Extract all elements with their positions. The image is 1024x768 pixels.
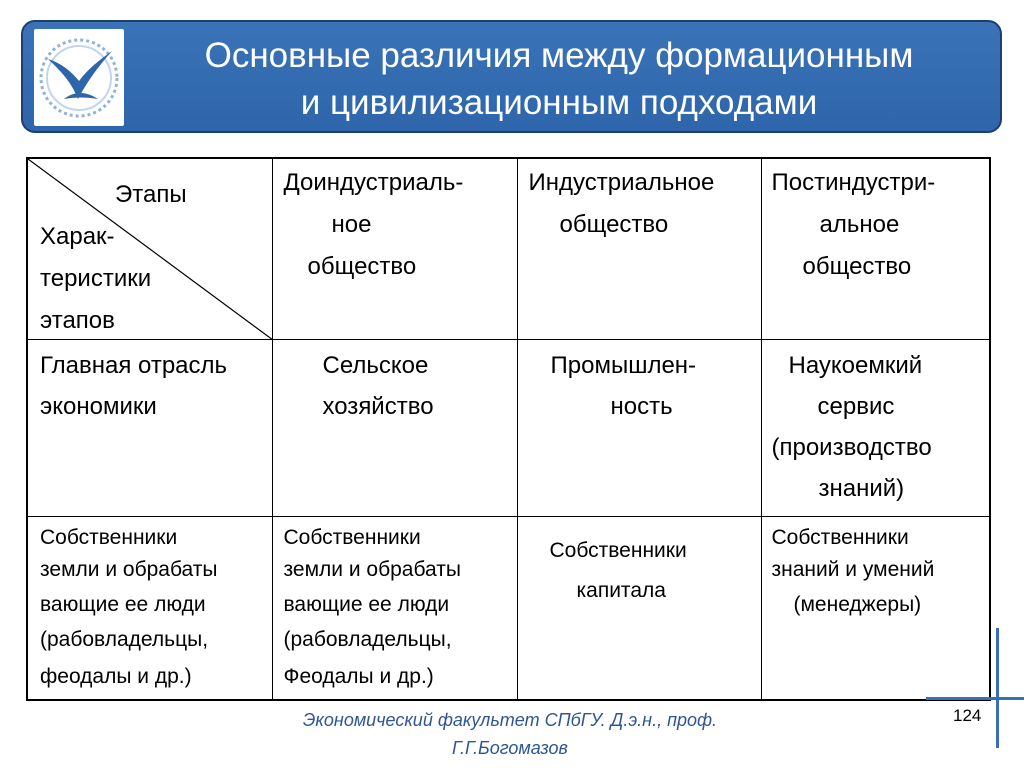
corner-cell bbox=[27, 158, 272, 339]
page-title bbox=[128, 32, 990, 126]
table-cell: Собственники земли и обрабаты вающие ее люди (рабовладельцы, Феодалы и др.) bbox=[272, 516, 517, 700]
row-label-owners: Собственники земли и обрабаты вающие ее люди (рабовладельцы, феодалы и др.) bbox=[27, 516, 272, 700]
footer-line-1: Экономический факультет СПбГУ. Д.э.н., проф. bbox=[302, 710, 718, 730]
decor-horizontal-line bbox=[926, 697, 1024, 700]
corner-stages-label: Этапы bbox=[115, 181, 187, 208]
university-logo bbox=[34, 29, 124, 126]
table-cell: Собственники капитала bbox=[517, 516, 761, 700]
title-line-2: и цивилизационным подходами bbox=[300, 83, 818, 122]
table-cell: Промышлен- ность bbox=[517, 339, 761, 516]
footer-credit bbox=[200, 706, 820, 762]
row-label-main-industry: Главная отрасль экономики bbox=[27, 339, 272, 516]
bird-logo-icon bbox=[34, 29, 124, 126]
corner-char-line-1: Харак- bbox=[40, 223, 115, 250]
table-cell: Сельское хозяйство bbox=[272, 339, 517, 516]
corner-char-line-3: этапов bbox=[40, 307, 115, 334]
table-row bbox=[27, 339, 990, 516]
table-row bbox=[27, 516, 990, 700]
table-header-row bbox=[27, 158, 990, 339]
footer-line-2: Г.Г.Богомазов bbox=[452, 738, 568, 758]
column-header-industrial: Индустриальное общество bbox=[517, 158, 761, 339]
column-header-preindustrial: Доиндустриаль- ное общество bbox=[272, 158, 517, 339]
title-line-1: Основные различия между формационным bbox=[204, 36, 914, 75]
corner-char-line-2: теристики bbox=[40, 265, 152, 292]
comparison-table bbox=[26, 157, 991, 701]
page-number: 124 bbox=[953, 706, 982, 725]
decor-vertical-line bbox=[996, 628, 999, 748]
table-cell: Наукоемкий сервис (производство знаний) bbox=[761, 339, 990, 516]
column-header-postindustrial: Постиндустри- альное общество bbox=[761, 158, 990, 339]
table-cell: Собственники знаний и умений (менеджеры) bbox=[761, 516, 990, 700]
title-banner bbox=[21, 20, 1002, 133]
